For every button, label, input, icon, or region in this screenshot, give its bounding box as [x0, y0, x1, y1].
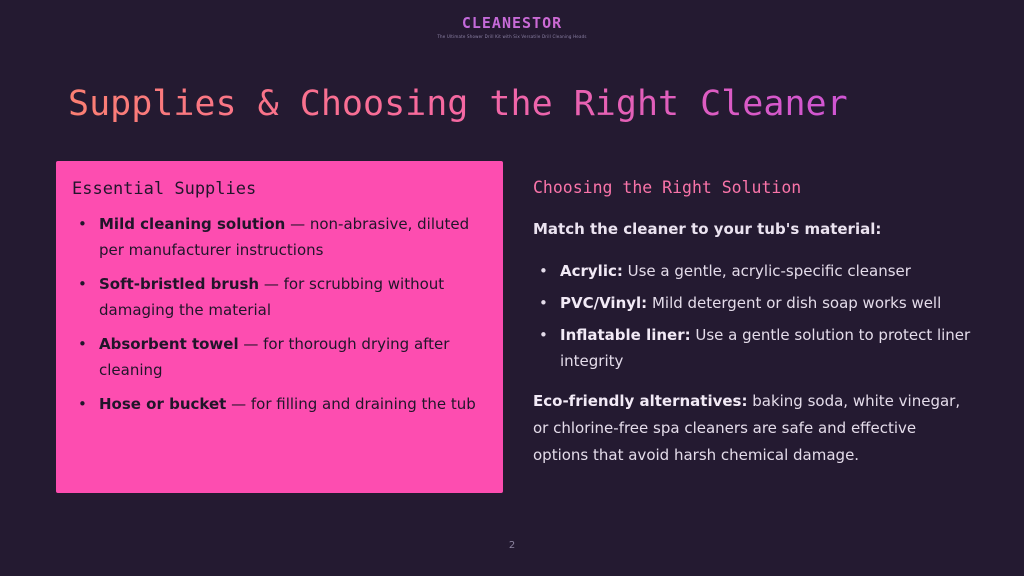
page-number: 2: [508, 540, 516, 551]
supply-item-desc: — for scrubbing without damaging the material: [99, 275, 445, 319]
supply-item: [72, 271, 487, 323]
material-item: [533, 322, 973, 374]
bullet-icon: •: [78, 335, 87, 353]
supply-item-name: Mild cleaning solution: [99, 215, 286, 233]
eco-label: Eco-friendly alternatives:: [533, 392, 748, 410]
supply-item: [72, 391, 487, 417]
supplies-list: [72, 211, 487, 417]
supply-item-name: Absorbent towel: [99, 335, 239, 353]
supply-item-name: Soft-bristled brush: [99, 275, 260, 293]
material-advice: Use a gentle solution to protect liner integrity: [560, 326, 971, 370]
solution-intro: Match the cleaner to your tub's material:: [533, 220, 882, 238]
logo-tagline: The Ultimate Shower Drill Kit with Six Versatile Drill Cleaning Heads: [437, 34, 587, 39]
supply-item: [72, 211, 487, 263]
bullet-icon: •: [78, 215, 87, 233]
material-advice: Mild detergent or dish soap works well: [647, 294, 942, 312]
supply-item-desc: — for thorough drying after cleaning: [99, 335, 450, 379]
supply-item-desc: — non-abrasive, diluted per manufacturer instructions: [99, 215, 470, 259]
bullet-icon: •: [539, 294, 548, 312]
bullet-icon: •: [539, 326, 548, 344]
material-name: PVC/Vinyl:: [560, 294, 648, 312]
choosing-solution-section: [533, 178, 973, 469]
eco-text: baking soda, white vinegar, or chlorine-free spa cleaners are safe and effective options that avoid harsh chemical damage.: [533, 392, 961, 464]
bullet-icon: •: [78, 395, 87, 413]
supply-item-name: Hose or bucket: [99, 395, 227, 413]
material-item: [533, 290, 973, 316]
bullet-icon: •: [78, 275, 87, 293]
solution-heading: Choosing the Right Solution: [533, 178, 802, 197]
brand-logo: [0, 14, 1024, 39]
supplies-heading: Essential Supplies: [72, 179, 257, 199]
bullet-icon: •: [539, 262, 548, 280]
material-item: [533, 258, 973, 284]
material-list: [533, 258, 973, 374]
essential-supplies-card: [56, 161, 503, 493]
material-name: Acrylic:: [560, 262, 623, 280]
material-name: Inflatable liner:: [560, 326, 691, 344]
supply-item-desc: — for filling and draining the tub: [226, 395, 476, 413]
slide-title: Supplies & Choosing the Right Cleaner: [68, 84, 848, 124]
material-advice: Use a gentle, acrylic-specific cleanser: [622, 262, 911, 280]
eco-friendly-note: [533, 388, 973, 469]
logo-wordmark: CLEANESTOR: [0, 14, 1024, 32]
supply-item: [72, 331, 487, 383]
